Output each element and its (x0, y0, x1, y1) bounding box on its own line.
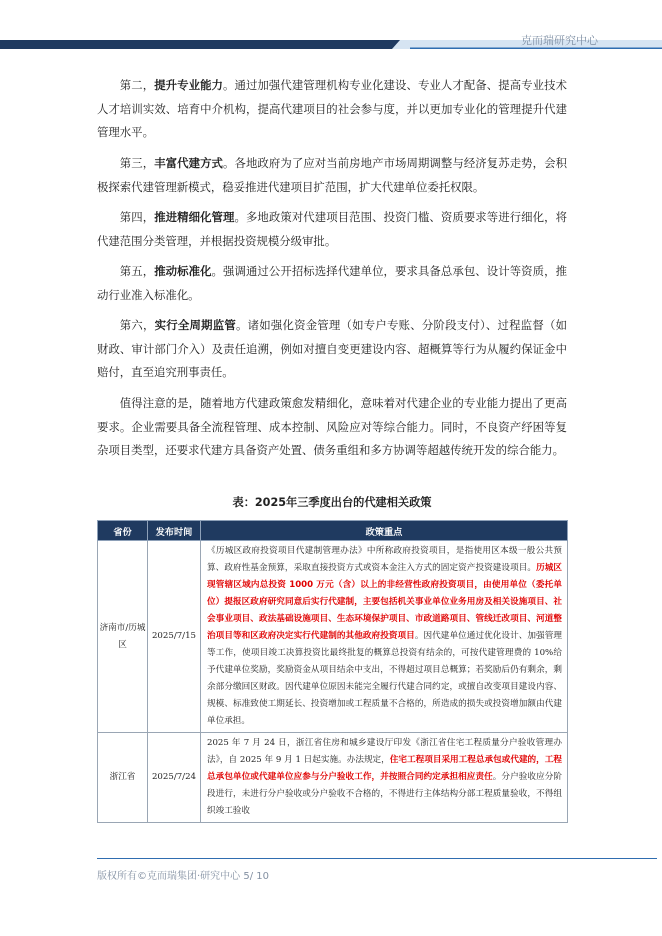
policy-table (97, 520, 568, 823)
cell-policy: 2025 年 7 月 24 日，浙江省住房和城乡建设厅印发《浙江省住宅工程质量分户验收管理办法》，自 2025 年 9 月 1 日起实施。办法规定，住宅工程项目采用工程总承包或代建的，工程总承包单位或代建单位应参与分户验收工作，并按照合同约定承担相应责任。分户验收应分阶段进行，未进行分户验收或分户验收不合格的，不得进行主体结构分部工程质量验收，不得组织竣工验收 (201, 733, 568, 823)
paragraph-6: 值得注意的是，随着地方代建政策愈发精细化，意味着对代建企业的专业能力提出了更高要求。企业需要具备全流程管理、成本控制、风险应对等综合能力。同时，不良资产纾困等复杂项目类型，还要求代建方具备资产处置、债务重组和多方协调等超越传统开发的综合能力。 (97, 396, 567, 457)
cell-province: 济南市/历城区 (98, 541, 148, 733)
paragraph-5: 第六，实行全周期监管。诸如强化资金管理（如专户专账、分阶段支付）、过程监督（如财政、审计部门介入）及责任追溯，例如对擅自变更建设内容、超概算等行为从履约保证金中赔付，直至追究刑事责任。 (97, 318, 567, 379)
cell-province: 浙江省 (98, 733, 148, 823)
paragraph-2: 第三，丰富代建方式。各地政府为了应对当前房地产市场周期调整与经济复苏走势，会积极探索代建管理新模式，稳妥推进代建项目扩范围，扩大代建单位委托权限。 (97, 156, 567, 194)
header-title: 克而瑞研究中心 (521, 34, 598, 47)
footer-text: 版权所有©克而瑞集团·研究中心 5/ 10 (97, 871, 269, 882)
table-header-row (98, 521, 568, 541)
header-policy: 政策重点 (201, 521, 568, 541)
table-title: 表：2025年三季度出台的代建相关政策 (232, 496, 432, 509)
paragraph-1: 第二，提升专业能力。通过加强代建管理机构专业化建设、专业人才配备、提高专业技术人才培训实效、培育中介机构，提高代建项目的社会参与度，并以更加专业化的管理提升代建管理水平。 (97, 78, 567, 139)
table-row (98, 733, 568, 823)
header-province: 省份 (98, 521, 148, 541)
table-row (98, 541, 568, 733)
cell-policy: 《历城区政府投资项目代建制管理办法》中所称政府投资项目，是指使用区本级一般公共预算、政府性基金预算，采取直接投资方式或资本金注入方式的固定资产投资建设项目。历城区现管辖区域内总投资 1000 万元（含）以上的非经营性政府投资项目，由使用单位（委托单位）提报区政府研究同意后实行代建制，主要包括机关事业单位业务用房及相关设施项目、社会事业项目、政法基础设施项目、生态环境保护项目、市政道路项目、管线迁改项目、河道整治项目等和区政府决定实行代建制的其他政府投资项目。因代建单位通过优化设计、加强管理等工作，使项目竣工决算投资比最终批复的概算总投资有结余的，可按代建管理费的 10%给予代建单位奖励，奖励资金从项目结余中支出，不得超过项目总概算；若奖励后仍有剩余，剩余部分缴回区财政。因代建单位原因未能完全履行代建合同约定，或擅自改变项目建设内容、规模、标准致使工期延长、投资增加或工程质量不合格的，所造成的损失或投资增加额由代建单位承担。 (201, 541, 568, 733)
cell-date: 2025/7/24 (148, 733, 201, 823)
paragraph-3: 第四，推进精细化管理。多地政策对代建项目范围、投资门槛、资质要求等进行细化，将代建范围分类管理，并根据投资规模分级审批。 (97, 210, 567, 248)
footer-divider (97, 858, 657, 859)
header-date: 发布时间 (148, 521, 201, 541)
paragraph-4: 第五，推动标准化。强调通过公开招标选择代建单位，要求具备总承包、设计等资质，推动行业准入标准化。 (97, 264, 567, 302)
cell-date: 2025/7/15 (148, 541, 201, 733)
